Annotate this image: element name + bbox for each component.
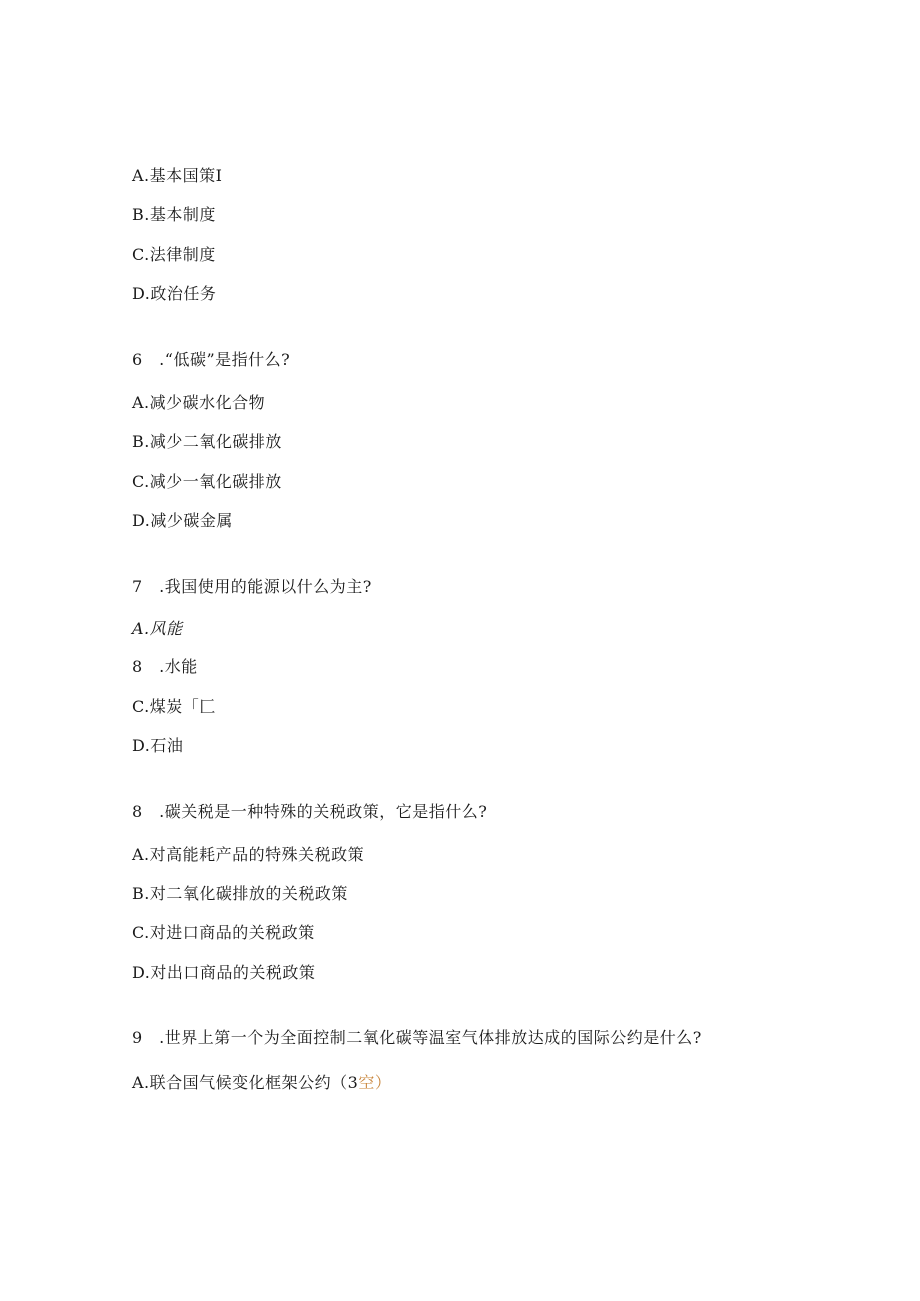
option-c-legal-system: C.法律制度	[132, 245, 216, 264]
q6-option-a: A.减少碳水化合物	[132, 393, 266, 412]
q8-option-c: C.对进口商品的关税政策	[132, 923, 315, 942]
q9-option-a-blank-note: 空）	[358, 1073, 392, 1092]
q8-option-d: D.对出口商品的关税政策	[132, 963, 316, 982]
q9-option-a-text: A.联合国气候变化框架公约（3	[132, 1073, 359, 1092]
q8-option-a: A.对高能耗产品的特殊关税政策	[132, 845, 365, 864]
option-d-political-task: D.政治任务	[132, 284, 217, 303]
q6-option-c: C.减少一氧化碳排放	[132, 472, 282, 491]
option-a-basic-policy: A.基本国策I	[132, 166, 223, 185]
q9-option-a	[132, 1073, 391, 1093]
q7-option-a: A.风能	[132, 619, 183, 638]
q7-option-b: 8 .水能	[132, 657, 198, 676]
q8-option-b: B.对二氧化碳排放的关税政策	[132, 884, 348, 903]
q6-option-d: D.减少碳金属	[132, 511, 233, 530]
q7-option-d: D.石油	[132, 736, 184, 755]
question-9: 9 .世界上第一个为全面控制二氧化碳等温室气体排放达成的国际公约是什么?	[132, 1028, 702, 1047]
question-7: 7 .我国使用的能源以什么为主?	[132, 577, 372, 596]
question-8: 8 .碳关税是一种特殊的关税政策，它是指什么?	[132, 802, 488, 821]
option-b-basic-system: B.基本制度	[132, 205, 216, 224]
question-6: 6 .“低碳”是指什么?	[132, 350, 291, 369]
q6-option-b: B.减少二氧化碳排放	[132, 432, 282, 451]
q7-option-c: C.煤炭「匚	[132, 697, 216, 716]
